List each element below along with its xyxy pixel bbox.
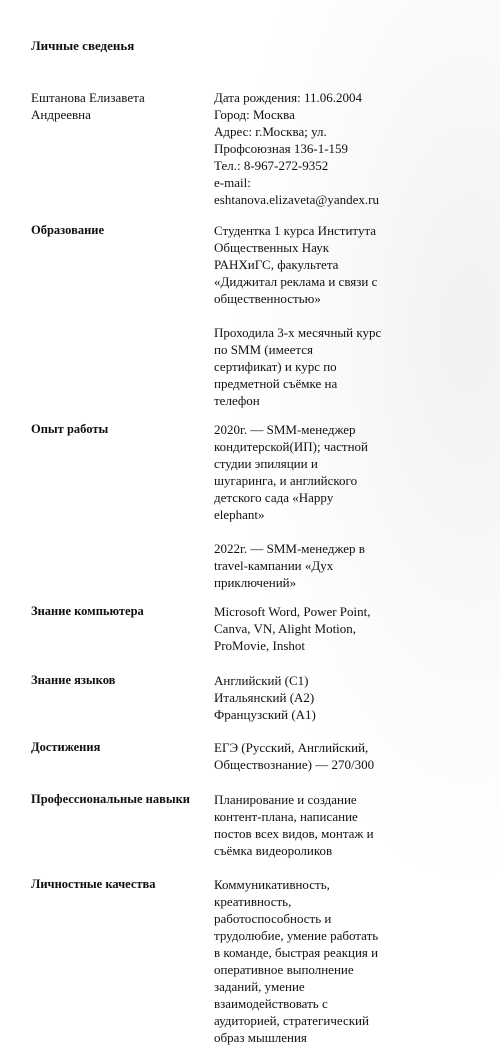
achievements-label: Достижения	[31, 740, 101, 754]
email-label: e-mail:	[214, 175, 251, 190]
course-line: по SMM (имеется	[214, 342, 313, 357]
language-line: Французский (А1)	[214, 707, 316, 722]
achievement-line: ЕГЭ (Русский, Английский,	[214, 740, 369, 755]
contact-info	[214, 89, 404, 208]
course-line: телефон	[214, 393, 260, 408]
city: Город: Москва	[214, 107, 295, 122]
quality-line: заданий, умение	[214, 979, 305, 994]
address-line: Адрес: г.Москва; ул.	[214, 124, 327, 139]
birth-date: Дата рождения: 11.06.2004	[214, 90, 362, 105]
quality-line: креативность,	[214, 894, 292, 909]
quality-line: трудолюбие, умение работать	[214, 928, 379, 943]
course-line: предметной съёмке на	[214, 376, 338, 391]
experience-line: 2020г. — SMM-менеджер	[214, 422, 356, 437]
education-line: РАНХиГС, факультета	[214, 257, 339, 272]
quality-line: работоспособность и	[214, 911, 332, 926]
education-line: Студентка 1 курса Института	[214, 223, 377, 238]
education-line: «Диджитал реклама и связи с	[214, 274, 378, 289]
phone: Тел.: 8-967-272-9352	[214, 158, 329, 173]
address-line: Профсоюзная 136-1-159	[214, 141, 349, 156]
achievements-value	[214, 739, 404, 773]
course-line: сертификат) и курс по	[214, 359, 337, 374]
course-line: Проходила 3-х месячный курс	[214, 325, 382, 340]
languages-label: Знание языков	[31, 673, 116, 687]
language-line: Английский (С1)	[214, 673, 309, 688]
computer-line: ProMovie, Inshot	[214, 638, 305, 653]
experience-line: 2022г. — SMM-менеджер в	[214, 541, 365, 556]
quality-line: в команде, быстрая реакция и	[214, 945, 379, 960]
experience-label: Опыт работы	[31, 422, 109, 436]
computer-line: Canva, VN, Alight Motion,	[214, 621, 357, 636]
language-line: Итальянский (А2)	[214, 690, 315, 705]
qualities-label: Личностные качества	[31, 877, 156, 891]
computer-line: Microsoft Word, Power Point,	[214, 604, 371, 619]
experience-line: elephant»	[214, 507, 265, 522]
experience-line: приключений»	[214, 575, 297, 590]
skills-label: Профессиональные навыки	[31, 792, 191, 806]
quality-line: аудиторией, стратегический	[214, 1013, 369, 1028]
skill-line: постов всех видов, монтаж и	[214, 826, 374, 841]
education-value	[214, 222, 404, 409]
experience-value	[214, 421, 404, 591]
experience-line: детского сада «Happy	[214, 490, 334, 505]
skill-line: контент-плана, написание	[214, 809, 358, 824]
name-line: Ештанова Елизавета	[31, 90, 145, 105]
computer-value	[214, 603, 404, 654]
qualities-value	[214, 876, 404, 1046]
experience-line: travel-кампании «Дух	[214, 558, 334, 573]
experience-line: кондитерской(ИП); частной	[214, 439, 368, 454]
email-address: eshtanova.elizaveta@yandex.ru	[214, 192, 380, 207]
education-label: Образование	[31, 223, 105, 237]
quality-line: образ мышления	[214, 1030, 307, 1045]
education-line: общественностью»	[214, 291, 321, 306]
experience-line: студии эпиляции и	[214, 456, 318, 471]
name-line: Андреевна	[31, 107, 91, 122]
quality-line: оперативное выполнение	[214, 962, 354, 977]
languages-value	[214, 672, 404, 723]
skills-value	[214, 791, 404, 859]
education-line: Общественных Наук	[214, 240, 330, 255]
computer-label: Знание компьютера	[31, 604, 144, 618]
achievement-line: Обществознание) — 270/300	[214, 757, 375, 772]
experience-line: шугаринга, и английского	[214, 473, 358, 488]
quality-line: Коммуникативность,	[214, 877, 330, 892]
quality-line: взаимодействовать с	[214, 996, 328, 1011]
skill-line: съёмка видеороликов	[214, 843, 333, 858]
full-name	[31, 89, 211, 123]
skill-line: Планирование и создание	[214, 792, 357, 807]
section-heading-personal: Личные сведенья	[31, 38, 135, 53]
